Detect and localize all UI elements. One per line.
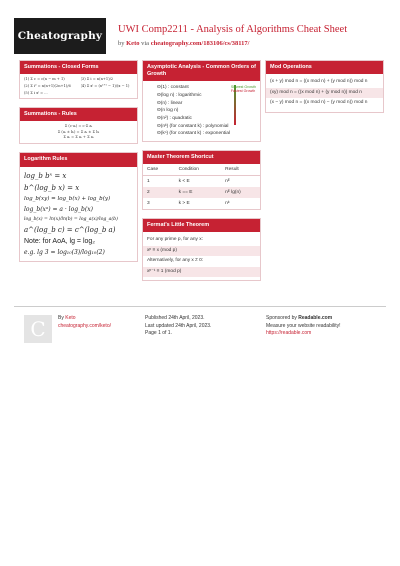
text-row: xᵖ ≡ x (mod p) xyxy=(143,246,260,256)
rule-line: Σ (c·aᵢ) = c·Σ aᵢ xyxy=(64,124,93,129)
summations-closed-box xyxy=(19,60,138,99)
section-title: Asymptotic Analysis - Common Orders of Growth xyxy=(143,61,260,81)
text-row: (x − y) mod n = ((x mod n) − (y mod n)) mod n xyxy=(270,100,368,106)
footer-sponsor: Sponsored by Readable.com Measure your website readability! https://readable.com xyxy=(266,315,341,336)
master-theorem-box xyxy=(142,150,261,210)
section-title: Summations - Closed Forms xyxy=(20,61,137,74)
log-rule: b^(log_b x) = x xyxy=(24,183,80,192)
sponsor-link[interactable]: Readable.com xyxy=(298,315,333,321)
growth-order: Θ(n²) : quadratic xyxy=(157,115,192,121)
growth-order: Θ(n) : linear xyxy=(157,100,183,106)
column-2 xyxy=(142,60,261,289)
page-footer xyxy=(14,306,386,346)
section-title: Mod Operations xyxy=(266,61,383,74)
section-title: Logarithm Rules xyxy=(20,153,137,166)
page-header xyxy=(14,18,386,54)
footer-author: By Keto cheatography.com/keto/ xyxy=(58,315,111,329)
log-rule: Note: for AoA, lg = log₂ xyxy=(24,237,96,245)
fermat-box xyxy=(142,218,261,281)
author-link[interactable]: Keto xyxy=(126,40,140,47)
log-rule: e.g. lg 3 = log₁₀(3)/log₁₀(2) xyxy=(24,248,105,256)
orders-of-growth-list xyxy=(147,84,256,138)
table-row: 2 k == E nᴱ lg(n) xyxy=(143,187,260,198)
footer-author-link[interactable]: Keto xyxy=(65,315,76,321)
asymptotic-box xyxy=(142,60,261,142)
mod-operations-box xyxy=(265,60,384,113)
formula: (4) Σ xⁱ = (xⁿ⁺¹ − 1)/(x − 1) xyxy=(80,84,130,89)
growth-order: Θ(nᵏ) (for constant k) : polynomial xyxy=(157,123,229,129)
section-title: Summations - Rules xyxy=(20,108,137,121)
cheatography-logo[interactable]: Cheatography xyxy=(14,18,106,54)
log-rule: a^(log_b c) = c^(log_b a) xyxy=(24,225,116,234)
column-header: Condition xyxy=(175,164,222,176)
formula: (1) Σ c = c(n − m + 1) xyxy=(24,77,65,82)
section-title: Master Theorem Shortcut xyxy=(143,151,260,164)
table-row: 3 k > E nᵏ xyxy=(147,201,230,207)
text-row: (xy) mod n = ((x mod n) + (y mod n)) mod n xyxy=(266,88,383,98)
growth-order: Θ(kⁿ) (for constant k) : exponential xyxy=(157,131,230,137)
column-1 xyxy=(19,60,138,270)
formula: (3) Σ i = n(n+1)/2 xyxy=(80,77,114,82)
footer-author-url[interactable]: cheatography.com/keto/ xyxy=(58,322,111,329)
text-row: xᵖ⁻¹ ≡ 1 (mod p) xyxy=(143,267,260,277)
log-rules-box xyxy=(19,152,138,261)
log-rule: log_b(x) = ln(x)/ln(b) = log_a(x)/log_a(b) xyxy=(24,216,118,222)
log-rule: log_b(xᵃ) = a · log_b(x) xyxy=(24,205,93,213)
closed-forms-list xyxy=(24,77,133,95)
sheet-url-link[interactable]: cheatography.com/183106/cs/38117/ xyxy=(150,40,250,47)
summations-rules-box xyxy=(19,107,138,144)
log-rule: log_b bˣ = x xyxy=(24,171,67,180)
rule-line: Σ (aᵢ ± bᵢ) = Σ aᵢ ± Σ bᵢ xyxy=(57,129,100,134)
author-avatar[interactable]: C xyxy=(24,315,52,343)
growth-order: Θ(n log n) xyxy=(157,108,179,114)
sponsor-url[interactable]: https://readable.com xyxy=(266,330,312,336)
column-header: Result xyxy=(221,164,260,176)
table-row: 1 k < E nᴱ xyxy=(147,179,230,185)
column-3 xyxy=(265,60,384,121)
text-row: Alternatively, for any x ≠ 0: xyxy=(147,258,204,264)
formula: (2) Σ i² = n(n+1)(2n+1)/6 xyxy=(24,84,71,89)
formula: (5) Σ i xⁱ = ... xyxy=(24,91,48,96)
growth-legend: Slowest Growth Fastest Growth xyxy=(230,85,256,94)
log-rule: log_b(xy) = log_b(x) + log_b(y) xyxy=(24,195,111,202)
column-header: Case xyxy=(143,164,175,176)
page-title: UWI Comp2211 - Analysis of Algorithms Cheat Sheet xyxy=(118,24,348,35)
text-row: For any prime p, for any x: xyxy=(147,237,203,243)
rule-line: Σ aᵢ = Σ aᵢ + Σ aᵢ xyxy=(63,135,94,140)
growth-order: Θ(log n) : logarithmic xyxy=(157,92,202,98)
footer-dates: Published 24th April, 2023. Last updated 24th April, 2023. Page 1 of 1. xyxy=(145,315,212,336)
byline: by Keto via cheatography.com/183106/cs/38117/ xyxy=(118,40,250,47)
growth-order: Θ(1) : constant xyxy=(157,85,189,91)
section-title: Fermat's Little Theorem xyxy=(143,219,260,232)
master-theorem-table xyxy=(143,164,260,209)
text-row: (x + y) mod n = ((x mod n) + (y mod n)) mod n xyxy=(270,79,368,85)
